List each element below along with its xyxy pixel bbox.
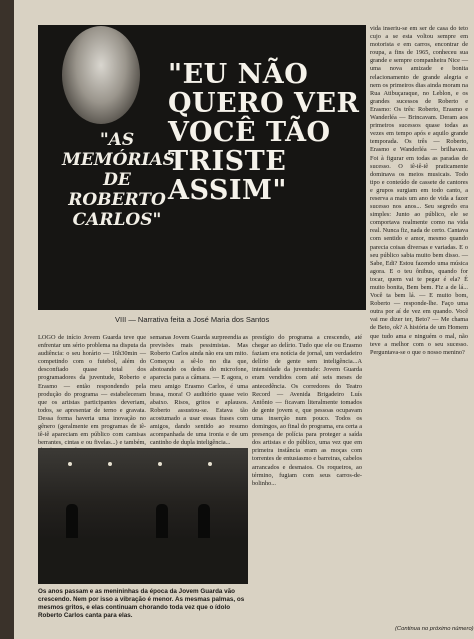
article-column-4: vida inseriu-se em ser de casa do teto cujo a se esta voltou sempre em motorista e em carros, encontrar de roupa, a fins de 1965, conheceu sua grande e sempre companheira Nice — uma nova amizade e bonita relacionamento de grande alegria e nem os primeiros dias ainda moram na Rua Atibuçaraque, no Leblon, e os grandes sucessos de Roberto e Erasmo: Os três: Roberto, Erasmo e Wanderléa — Brincavam. Deram aos primeiros sucessos quase todas as vezes em tempo após e aquilo grande temporada. Os três — Roberto, Erasmo e Wanderléa — brilhavam. Foi à figurar em todas as paradas de sucesso. O iê-iê-iê praticamente dominava os meios musicais. Todo tipo e conteúdo de cassete de cantores e grupos surgiam em todo canto, a reserva a mais um ano de vida a fazer sucesso nos anos... Seu segredo era simples: Junto ao público, ele se comportava realmente como na vida real. Nunca fiz, nada de certo. Cantava com sentido e amor, mesmo quando parecia coisas diversas e variadas. E o seu público sabia muito bem disso. — Sabe, Edi? Estou fazendo uma música agora. E o teu ônibus, quando for tocar, quem vai te pegar é ela? É muito bonita, Bem bem. Fiz a de lá... Você ta bem lá. — E muito bom, Roberto — responde-lhe. Faço uma outra por aí de vez em quando. Você vai me dizer ter, Beto? — Me chama de Beto, ok? A história de um Homem que tudo ama e ninguém o mal, não teve a melhor com o seu sucesso. Perguntava-se o que o nosso menino? [370, 25, 468, 356]
page-edge [0, 0, 14, 639]
series-title: "AS MEMÓRIAS DE ROBERTO CARLOS" [62, 130, 175, 230]
concert-photo [38, 448, 248, 584]
photo-caption: Os anos passam e as menininhas da época da Jovem Guarda vão crescendo. Nem por isso a vibração é menor. As mesmas palmas, os mesmos gritos, e elas continuam chorando toda vez que o ídolo Roberto Carlos canta para elas. [38, 588, 245, 619]
stage-light [208, 462, 212, 466]
stage-light [68, 462, 72, 466]
stage-light [108, 462, 112, 466]
narration-credit: VIII — Narrativa feita a José Maria dos Santos [115, 315, 270, 324]
stage-floor [38, 538, 248, 584]
portrait-photo [62, 26, 140, 124]
continued-note: (Continua no próximo número) [395, 626, 474, 632]
article-column-2: semanas Jovem Guarda surpreendia as previsões mais pessimistas. Mas Roberto Carlos ainda não era um mito. Começou a sê-lo no dia que, abotoando os dedos do microfone, aparecia para a câmara. — E agora, o meu amigo Erasmo Carlos, é uma brasa, mora! O auditório quase veio abaixo. Risos, gritos e aplausos. Roberto assustou-se. Estava tão acostumado a usar essas frases com amigos, dando sentido ao resumo acompanhada de uma ironia e de um cantinho de dupla inteligência... [150, 334, 248, 447]
article-column-3: prestígio do programa a crescendo, até chegar ao delírio. Tudo que ele ou Erasmo faziam era notícia de jornal, um verdadeiro delírio de gente sem inteligência...A intensidade da juventude: Jovem Guarda eram vendidos com até seis meses de antecedência. Os corredores do Teatro Record — Avenida Brigadeiro Luís Antônio — ficavam literalmente tomados de gente jovem e, que pessoas ocupavam uma inserção num pouco. Todos os domingos, ao final do programa, era certa a presença de polícia para proteger a saída dos artistas e do público, uma vez que em primeira instância eram as moças com torrentes de entusiasmo e barreiras, cabelos arrancados e desmaios. Os roqueiros, ao término, fugiam com seus carros-de-bolinho... [252, 334, 362, 487]
article-column-1: LOGO de início Jovem Guarda teve que enfrentar um sério problema na disputa da audiência: o seu horário — 16h30min — competindo com o futebol, além do desconfiado quase total dos programadores da juventude, Roberto e Erasmo — então respondendo pela produção do programa — estabeleceram que os artistas participantes deveriam, todos, se apresentar de terno e gravata. Dessa forma haveria uma inovação no gênero (geralmente em programas de iê-iê-iê apareciam em público com camisas berrantes, cintas e ou fivelas...) e também, [38, 334, 146, 447]
stage-light [158, 462, 162, 466]
headline: "EU NÃO QUERO VER VOCÊ TÃO TRISTE ASSIM" [168, 59, 360, 206]
